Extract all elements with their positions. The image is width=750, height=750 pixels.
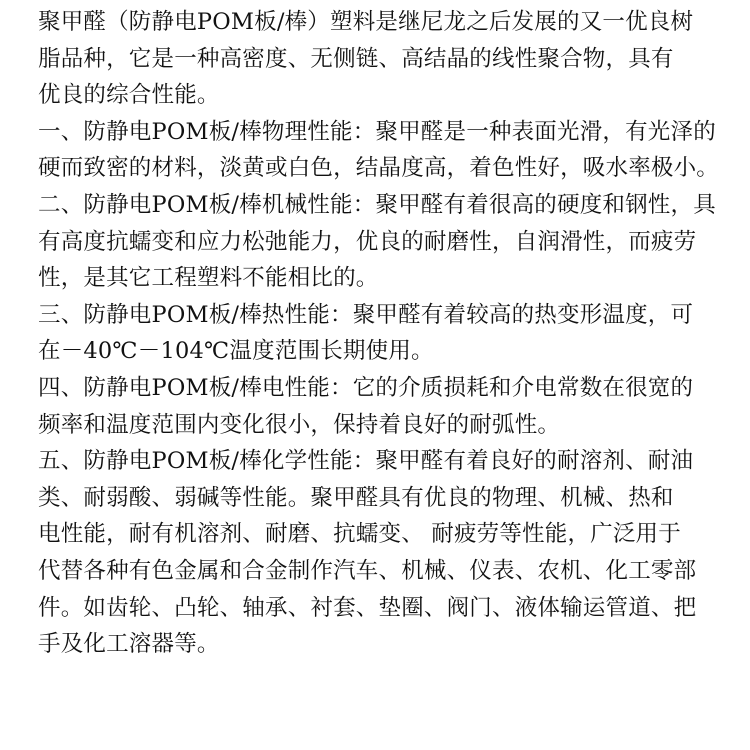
physical-properties-paragraph <box>38 114 738 187</box>
intro-paragraph <box>38 4 738 114</box>
text-line: 性，是其它工程塑料不能相比的。 <box>38 265 379 292</box>
text-line: 优良的综合性能。 <box>38 82 220 109</box>
chemical-properties-paragraph <box>38 443 738 663</box>
text-line: 件。如齿轮、凸轮、轴承、衬套、垫圈、阀门、液体输运管道、把 <box>38 594 697 621</box>
text-line: 硬而致密的材料，淡黄或白色，结晶度高，着色性好，吸水率极小。 <box>38 155 720 182</box>
text-line: 手及化工溶器等。 <box>38 631 220 658</box>
mechanical-properties-paragraph <box>38 187 738 297</box>
text-line: 类、耐弱酸、弱碱等性能。聚甲醛具有优良的物理、机械、热和 <box>38 484 674 511</box>
text-line: 频率和温度范围内变化很小，保持着良好的耐弧性。 <box>38 411 561 438</box>
text-line: 代替各种有色金属和合金制作汽车、机械、仪表、农机、化工零部 <box>38 557 697 584</box>
text-line: 一、防静电POM板/棒物理性能：聚甲醛是一种表面光滑，有光泽的 <box>38 118 716 145</box>
text-line: 有高度抗蠕变和应力松弛能力，优良的耐磨性，自润滑性，而疲劳 <box>38 228 697 255</box>
text-line: 三、防静电POM板/棒热性能：聚甲醛有着较高的热变形温度，可 <box>38 301 694 328</box>
electrical-properties-paragraph <box>38 370 738 443</box>
document-body <box>38 4 738 663</box>
thermal-properties-paragraph <box>38 297 738 370</box>
text-line: 在－40℃－104℃温度范围长期使用。 <box>38 338 434 365</box>
text-line: 五、防静电POM板/棒化学性能：聚甲醛有着良好的耐溶剂、耐油 <box>38 448 694 475</box>
text-line: 脂品种，它是一种高密度、无侧链、高结晶的线性聚合物，具有 <box>38 45 674 72</box>
text-line: 四、防静电POM板/棒电性能：它的介质损耗和介电常数在很宽的 <box>38 374 694 401</box>
text-line: 电性能，耐有机溶剂、耐磨、抗蠕变、 耐疲劳等性能，广泛用于 <box>38 521 681 548</box>
text-line: 聚甲醛（防静电POM板/棒）塑料是继尼龙之后发展的又一优良树 <box>38 9 694 35</box>
text-line: 二、防静电POM板/棒机械性能：聚甲醛有着很高的硬度和钢性，具 <box>38 191 716 218</box>
